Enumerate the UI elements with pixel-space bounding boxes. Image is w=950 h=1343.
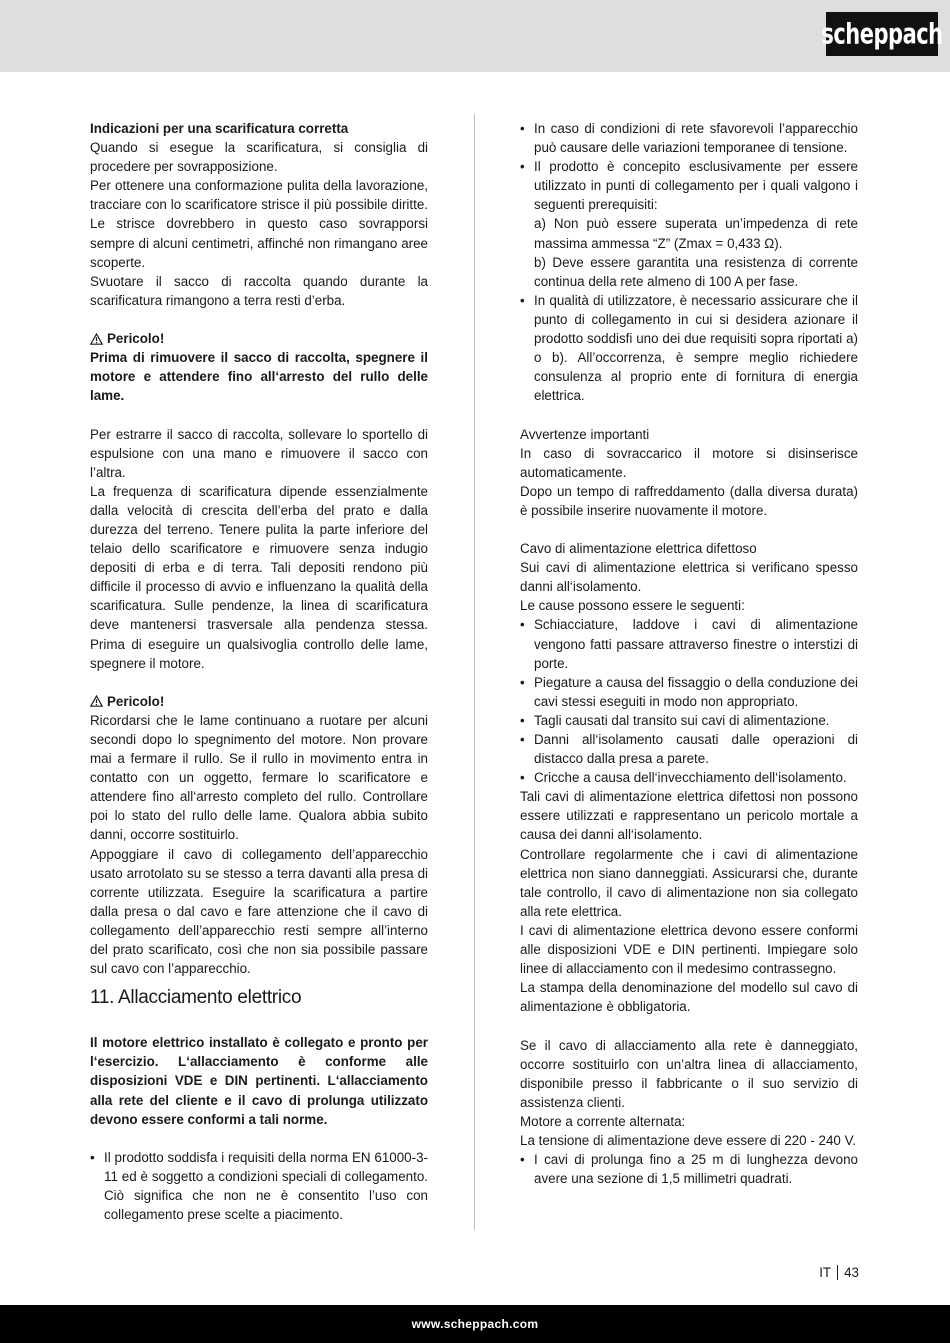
list-item: • In caso di condizioni di rete sfavorevoli l’apparecchio può causare delle variazioni temporanee di tensione.: [520, 121, 858, 156]
paragraph: Le cause possono essere le seguenti:: [520, 598, 745, 614]
list-item: • Il prodotto è concepito esclusivamente per essere utilizzato in punti di collegamento per i quali valgono i seguenti prerequisiti:: [520, 159, 858, 213]
paragraph: Sui cavi di alimentazione elettrica si verificano spesso danni all‘isolamento.: [520, 560, 858, 595]
list-item: • Cricche a causa dell‘invecchiamento dell‘isolamento.: [520, 770, 847, 786]
left-column: [90, 119, 428, 1224]
paragraph: Dopo un tempo di raffreddamento (dalla diversa durata) è possibile inserire nuovamente il motore.: [520, 483, 858, 518]
section-title: 11. Allacciamento elettrico: [90, 987, 302, 1009]
danger-heading: [90, 329, 428, 348]
paragraph: Se il cavo di allacciamento alla rete è danneggiato, occorre sostituirlo con un’altra linea di allacciamento, disponibile presso il fabbricante o il suo servizio di assistenza clienti.: [520, 1037, 858, 1110]
paragraph: Svuotare il sacco di raccolta quando durante la scarificatura rimangono a terra resti d’erba.: [90, 273, 428, 308]
list-item: • Il prodotto soddisfa i requisiti della norma EN 61000-3-11 ed è soggetto a condizioni speciali di collegamento. Ciò significa che non ne è consentito l’uso con collegamento prese scelte a piacimento.: [90, 1149, 428, 1223]
paragraph: Controllare regolarmente che i cavi di alimentazione elettrica non siano danneggiati. Assicurarsi che, durante tale controllo, il cavo di alimentazione non sia collegato alla rete elettrica.: [520, 846, 858, 919]
list-item: • Schiacciature, laddove i cavi di alimentazione vengono fatti passare attraverso finestre o interstizi di porte.: [520, 617, 858, 671]
paragraph: La stampa della denominazione del modello sul cavo di alimentazione è obbligatoria.: [520, 980, 858, 1015]
paragraph: Per ottenere una conformazione pulita della lavorazione, tracciare con lo scarificatore strisce il più possibile diritte. Le strisce dovrebbero in questo caso sovrapporsi sempre di alcuni centimetri, affinché non rimangano aree scoperte.: [90, 178, 428, 270]
heading-avvertenze: Avvertenze importanti: [520, 426, 650, 442]
paragraph-bold: Il motore elettrico installato è collegato e pronto per l‘esercizio. L‘allacciamento è conforme alle disposizioni VDE e DIN pertinenti. L‘allacciamento alla rete del cliente e il cavo di prolunga utilizzato devono essere conformi a tali norme.: [90, 1035, 428, 1127]
separator: [837, 1265, 838, 1280]
list-item: • In qualità di utilizzatore, è necessario assicurare che il punto di collegamento in cui si desidera azionare il prodotto soddisfi uno dei due requisiti sopra riportati a) o b). All’occorrenza, è sempre meglio richiedere consulenza al proprio ente di fornitura di energia elettrica.: [520, 292, 858, 404]
right-column: [520, 119, 858, 1188]
website-url[interactable]: www.scheppach.com: [411, 1317, 539, 1331]
paragraph: In caso di sovraccarico il motore si disinserisce automaticamente.: [520, 445, 858, 480]
list-item: • Piegature a causa del fissaggio o della conduzione dei cavi stessi eseguiti in modo non appropriato.: [520, 674, 858, 709]
danger-title: Pericolo!: [107, 331, 165, 347]
heading-scarificatura: Indicazioni per una scarificatura corretta: [90, 121, 349, 136]
list-item: • Danni all‘isolamento causati dalle operazioni di distacco dalla presa a parete.: [520, 732, 858, 767]
paragraph: Motore a corrente alternata:: [520, 1113, 686, 1129]
list-item: • Tagli causati dal transito sui cavi di alimentazione.: [520, 712, 830, 728]
page-footer: [0, 1305, 950, 1343]
paragraph: I cavi di alimentazione elettrica devono essere conformi alle disposizioni VDE e DIN pertinenti. Impiegare solo linee di allacciamento con il medesimo contrassegno.: [520, 922, 858, 977]
language-code: IT: [819, 1265, 832, 1280]
paragraph: Appoggiare il cavo di collegamento dell’apparecchio usato arrotolato su se stesso a terra davanti alla presa di corrente utilizzata. Eseguire la scarificatura a partire dalla presa o dal cavo e fare attenzione che il cavo di collegamento dell’apparecchio resti sempre all’interno del prato scarificato, così che non sia possibile passare sul cavo con l’apparecchio.: [90, 846, 428, 977]
danger-text: Prima di rimuovere il sacco di raccolta, spegnere il motore e attendere fino all‘arresto del rullo delle lame.: [90, 350, 428, 404]
column-divider: [474, 114, 475, 1230]
paragraph: Quando si esegue la scarificatura, si consiglia di procedere per sovrapposizione.: [90, 140, 428, 175]
heading-cavo: Cavo di alimentazione elettrica difettoso: [520, 541, 757, 557]
paragraph: Per estrarre il sacco di raccolta, sollevare lo sportello di espulsione con una mano e rimuovere il sacco con l’altra.: [90, 426, 428, 480]
warning-triangle-icon: [90, 695, 103, 707]
list-item: • I cavi di prolunga fino a 25 m di lunghezza devono avere una sezione di 1,5 millimetri quadrati.: [520, 1152, 858, 1187]
warning-triangle-icon: [90, 333, 103, 345]
paragraph: Tali cavi di alimentazione elettrica difettosi non possono essere utilizzati e rappresentano un pericolo mortale a causa dei danni all‘isolamento.: [520, 789, 858, 843]
sub-item: a) Non può essere superata un’impedenza di rete massima ammessa “Z” (Zmax = 0,433 Ω).: [534, 216, 858, 251]
page-number-value: 43: [844, 1265, 859, 1280]
sub-item: b) Deve essere garantita una resistenza di corrente continua della rete almeno di 100 A per fase.: [534, 254, 858, 289]
paragraph: La tensione di alimentazione deve essere di 220 - 240 V.: [520, 1132, 856, 1148]
page-number: [819, 1265, 859, 1280]
paragraph: La frequenza di scarificatura dipende essenzialmente dalla velocità di crescita dell’erba del prato e dalla durezza del terreno. Tenere pulita la parte inferiore del telaio dello scarificatore e rimuovere senza indugio depositi di erba e di terra. Tali depositi rendono più difficile il processo di avvio e influenzano la qualità della scarificatura. Sulle pendenze, la linea di scarificatura deve mantenersi trasversale alla pendenza stessa. Prima di eseguire un qualsivoglia controllo delle lame, spegnere il motore.: [90, 483, 428, 671]
danger-heading: [90, 692, 428, 711]
page-header: [0, 0, 950, 72]
brand-logo: [821, 12, 943, 56]
danger-text: Ricordarsi che le lame continuano a ruotare per alcuni secondi dopo lo spegnimento del motore. Non provare mai a fermare il rullo. Se il rullo in movimento entra in contatto con un oggetto, fermare lo scarificatore e attendere fino all‘arresto completo del rullo. Controllare poi lo stato del rullo delle lame. Qualora abbia subito danni, occorre sostituirlo.: [90, 712, 428, 843]
danger-title: Pericolo!: [107, 693, 165, 709]
brand-logo-text: scheppach: [821, 17, 943, 51]
